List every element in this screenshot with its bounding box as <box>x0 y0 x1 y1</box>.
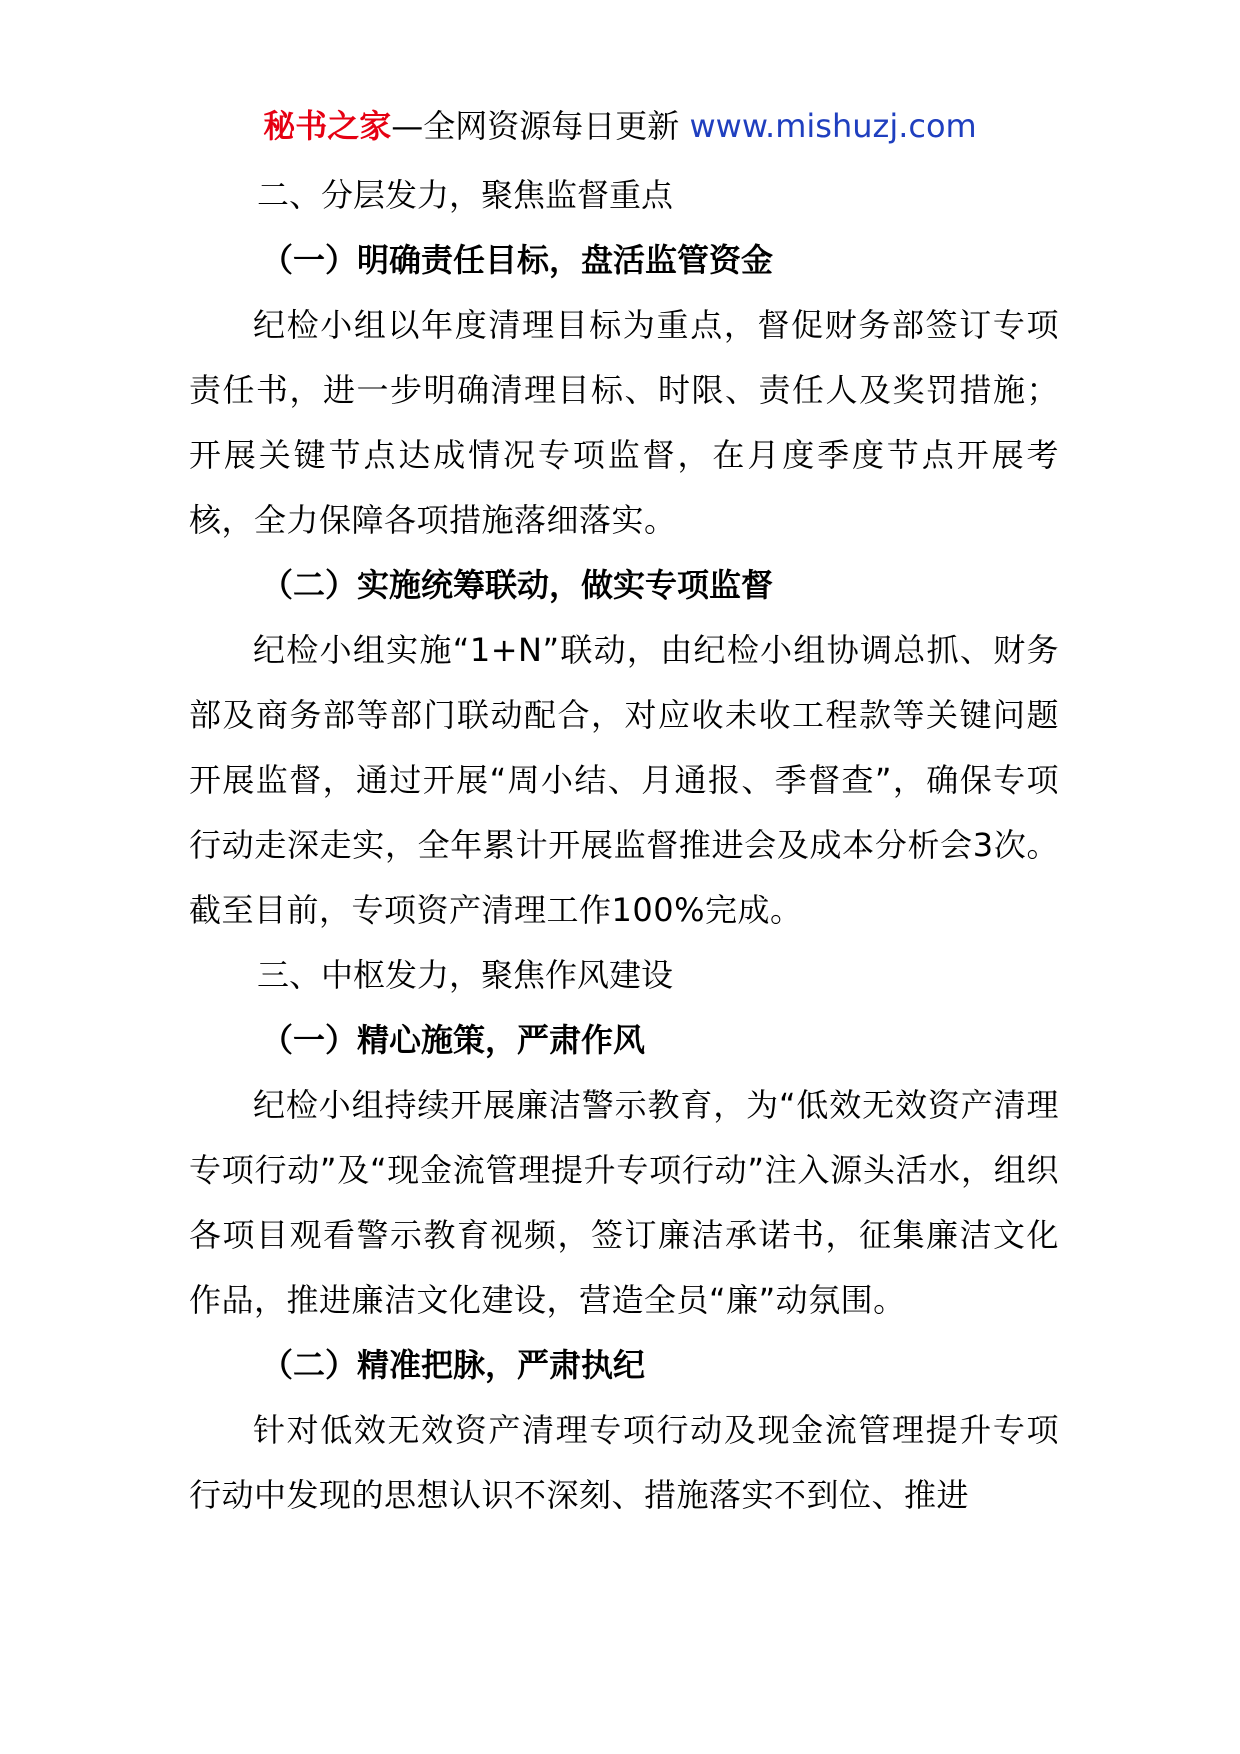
section-heading: 二、分层发力，聚焦监督重点 <box>257 176 674 214</box>
subsection-heading: （一）明确责任目标，盘活监管资金 <box>261 241 774 279</box>
paragraph: 纪检小组以年度清理目标为重点，督促财务部签订专项责任书，进一步明确清理目标、时限、责任人及奖罚措施；开展关键节点达成情况专项监督，在月度季度节点开展考核，全力保障各项措施落细落实。 <box>189 306 1059 539</box>
paragraph: 纪检小组持续开展廉洁警示教育，为“低效无效资产清理专项行动”及“现金流管理提升专项行动”注入源头活水，组织各项目观看警示教育视频，签订廉洁承诺书，征集廉洁文化作品，推进廉洁文化建设，营造全员“廉”动氛围。 <box>189 1086 1059 1319</box>
site-url: www.mishuzj.com <box>689 107 977 145</box>
brand-name: 秘书之家 <box>263 107 392 145</box>
subsection-heading: （二）精准把脉，严肃执纪 <box>261 1346 646 1384</box>
paragraph: 纪检小组实施“1+N”联动，由纪检小组协调总抓、财务部及商务部等部门联动配合，对应收未收工程款等关键问题开展监督，通过开展“周小结、月通报、季督查”，确保专项行动走深走实，全年累计开展监督推进会及成本分析会3次。截至目前，专项资产清理工作100%完成。 <box>189 631 1059 929</box>
subsection-heading: （一）精心施策，严肃作风 <box>261 1021 646 1059</box>
section-heading: 三、中枢发力，聚焦作风建设 <box>257 956 674 994</box>
site-banner <box>0 104 1240 148</box>
paragraph: 针对低效无效资产清理专项行动及现金流管理提升专项行动中发现的思想认识不深刻、措施落实不到位、推进 <box>189 1411 1059 1514</box>
document-body <box>189 163 1059 1528</box>
banner-tagline: —全网资源每日更新 <box>391 107 680 145</box>
subsection-heading: （二）实施统筹联动，做实专项监督 <box>261 566 774 604</box>
